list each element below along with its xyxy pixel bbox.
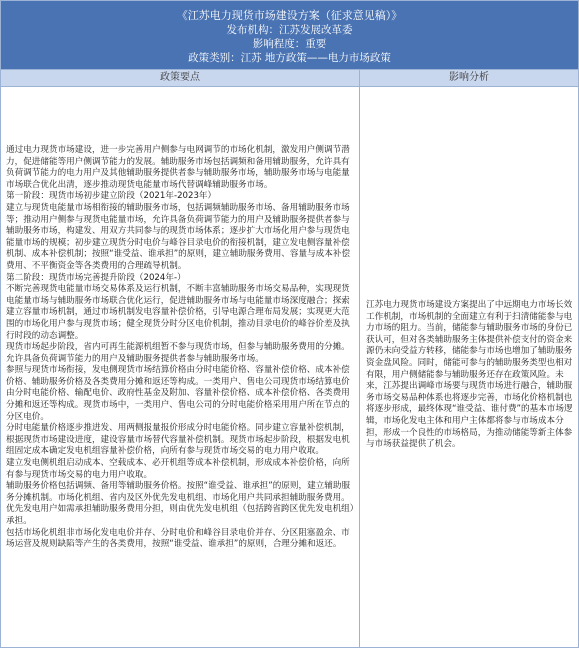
policy-point-paragraph: 辅助服务价格包括调频、备用等辅助服务价格。按照“谁受益、谁承担”的原则，建立辅助服务分摊机制。市场化机组、省内及区外优先发电机组、市场化用户共同承担辅助服务费用。优先发电用户如需承担辅助服务费用分担，则由优先发电机组（包括跨省跨区优先发电机组）承担。 <box>6 481 355 526</box>
document-title: 《江苏电力现货市场建设方案（征求意见稿）》 <box>176 9 403 22</box>
policy-points-cell <box>1 87 360 647</box>
table-body-row <box>1 87 578 647</box>
publisher-label: 发布机构：江苏发展改革委 <box>226 24 353 36</box>
policy-point-paragraph: 建立与现货电能量市场相衔接的辅助服务市场，包括调频辅助服务市场、备用辅助服务市场等；推动用户侧参与现货电能量市场，允许具备负荷调节能力的用户及辅助服务提供者参与辅助服务市场，构建发、用双方共同参与的现货市场体系；逐步扩大市场化用户参与现货电能量市场的规模；初步建立现货分时电价与峰谷目录电价的衔接机制，建立发电侧容量补偿机制、成本补偿机制；按照“谁受益、谁承担”的原则，建立辅助服务费用、容量与成本补偿费用、不平衡资金等各类费用的合理疏导机制。 <box>6 202 351 271</box>
policy-point-paragraph: 建立发电侧机组启动成本、空载成本、必开机组等成本补偿机制，形成成本补偿价格，向所有参与现货市场交易的电力用户收取。 <box>6 458 350 480</box>
policy-point-paragraph: 参照与现货市场衔接，发电侧现货市场结算价格由分时电能价格、容量补偿价格、成本补偿价格、辅助服务价格及各类费用分摊和返还等构成。一类用户、售电公司现货市场结算电价由分时电能价格、输配电价、政府性基金及附加、容量补偿价格、成本补偿价格、各类费用分摊和返还等构成。现货市场中，一类用户、售电公司的分时电能价格采用用户所在节点的分区电价。 <box>6 365 350 422</box>
document-header <box>1 1 578 69</box>
policy-point-paragraph: 现货市场起步阶段，省内可再生能源机组暂不参与现货市场，但参与辅助服务费用的分摊。允许具备负荷调节能力的用户及辅助服务提供者参与辅助服务市场。 <box>6 342 350 364</box>
policy-point-paragraph: 第一阶段：现货市场初步建立阶段（2021年-2023年） <box>6 191 217 202</box>
impact-level-label: 影响程度：重要 <box>252 38 327 50</box>
policy-point-paragraph: 不断完善现货电能量市场交易体系及运行机制，不断丰富辅助服务市场交易品种，实现现货电能量市场与辅助服务市场联合优化运行，促进辅助服务市场与电能量市场深度融合；探索建立容量市场机制，通过市场机制发电容量补偿价格，引导电源合理布局发展；实现更大范围的市场化用户参与现货市场；健全现货分时分区电价机制，推动目录电价的峰谷价差及执行时段的动态调整。 <box>6 284 350 341</box>
policy-point-paragraph: 通过电力现货市场建设，进一步完善用户侧参与电网调节的市场化机制，激发用户侧调节潜力，促进储能等用户侧调节能力的发展。辅助服务市场包括调频和备用辅助服务，允许具有负荷调节能力的电力用户及其他辅助服务提供者参与辅助服务市场，辅助服务市场与电能量市场联合优化出清，逐步推动现货电能量市场代替调峰辅助服务市场。 <box>6 145 350 190</box>
impact-analysis-text: 江苏电力现货市场建设方案提出了中远期电力市场长效工作机制，市场机制的全面建立有利于扫清储能参与电力市场的阻力。当前，储能参与辅助服务市场的身份已获认可，但对各类辅助服务主体提供补偿支付的资金来源仍未向受益方转移，储能参与市场也增加了辅助服务资金盘风险。同时，储能可参与的辅助服务类型也相对有限，用户侧储能参与辅助服务还存在政策风险。未来，江苏提出调峰市场要与现货市场进行融合，辅助服务市场交易品种体系也将逐步完善，市场化价格机制也将逐步形成，最终体现“谁受益、谁付费”的基本市场逻辑，市场化发电主体和用户主体都将参与市场成本分担，形成一个良性的市场格局，为推动储能等新主体参与市场获益提供了机会。 <box>366 300 573 450</box>
policy-category-label: 政策类别：江苏 地方政策——电力市场政策 <box>188 52 391 64</box>
impact-analysis-cell <box>360 87 578 647</box>
policy-point-paragraph: 第二阶段：现货市场完善提升阶段（2024年-） <box>6 272 186 283</box>
table-header-row <box>1 69 578 87</box>
policy-point-paragraph: 分时电能量价格逐步推进发、用两侧报量报价形成分时电能价格。同步建立容量补偿机制，根据现货市场建设进度，建设容量市场替代容量补偿机制。现货市场起步阶段，根据发电机组固定成本确定发电机组容量补偿价格，向所有参与现货市场交易的电力用户收取。 <box>6 423 350 457</box>
policy-point-paragraph: 包括市场化机组非市场化发电电价并存、分时电价和峰谷目录电价并存、分区阻塞盈余、市场运营及规则缺陷等产生的各类费用，按照“谁受益、谁承担”的原则，合理分摊和返还。 <box>6 527 350 550</box>
column-header-policy-points: 政策要点 <box>1 70 360 86</box>
column-header-impact-analysis: 影响分析 <box>449 72 489 83</box>
